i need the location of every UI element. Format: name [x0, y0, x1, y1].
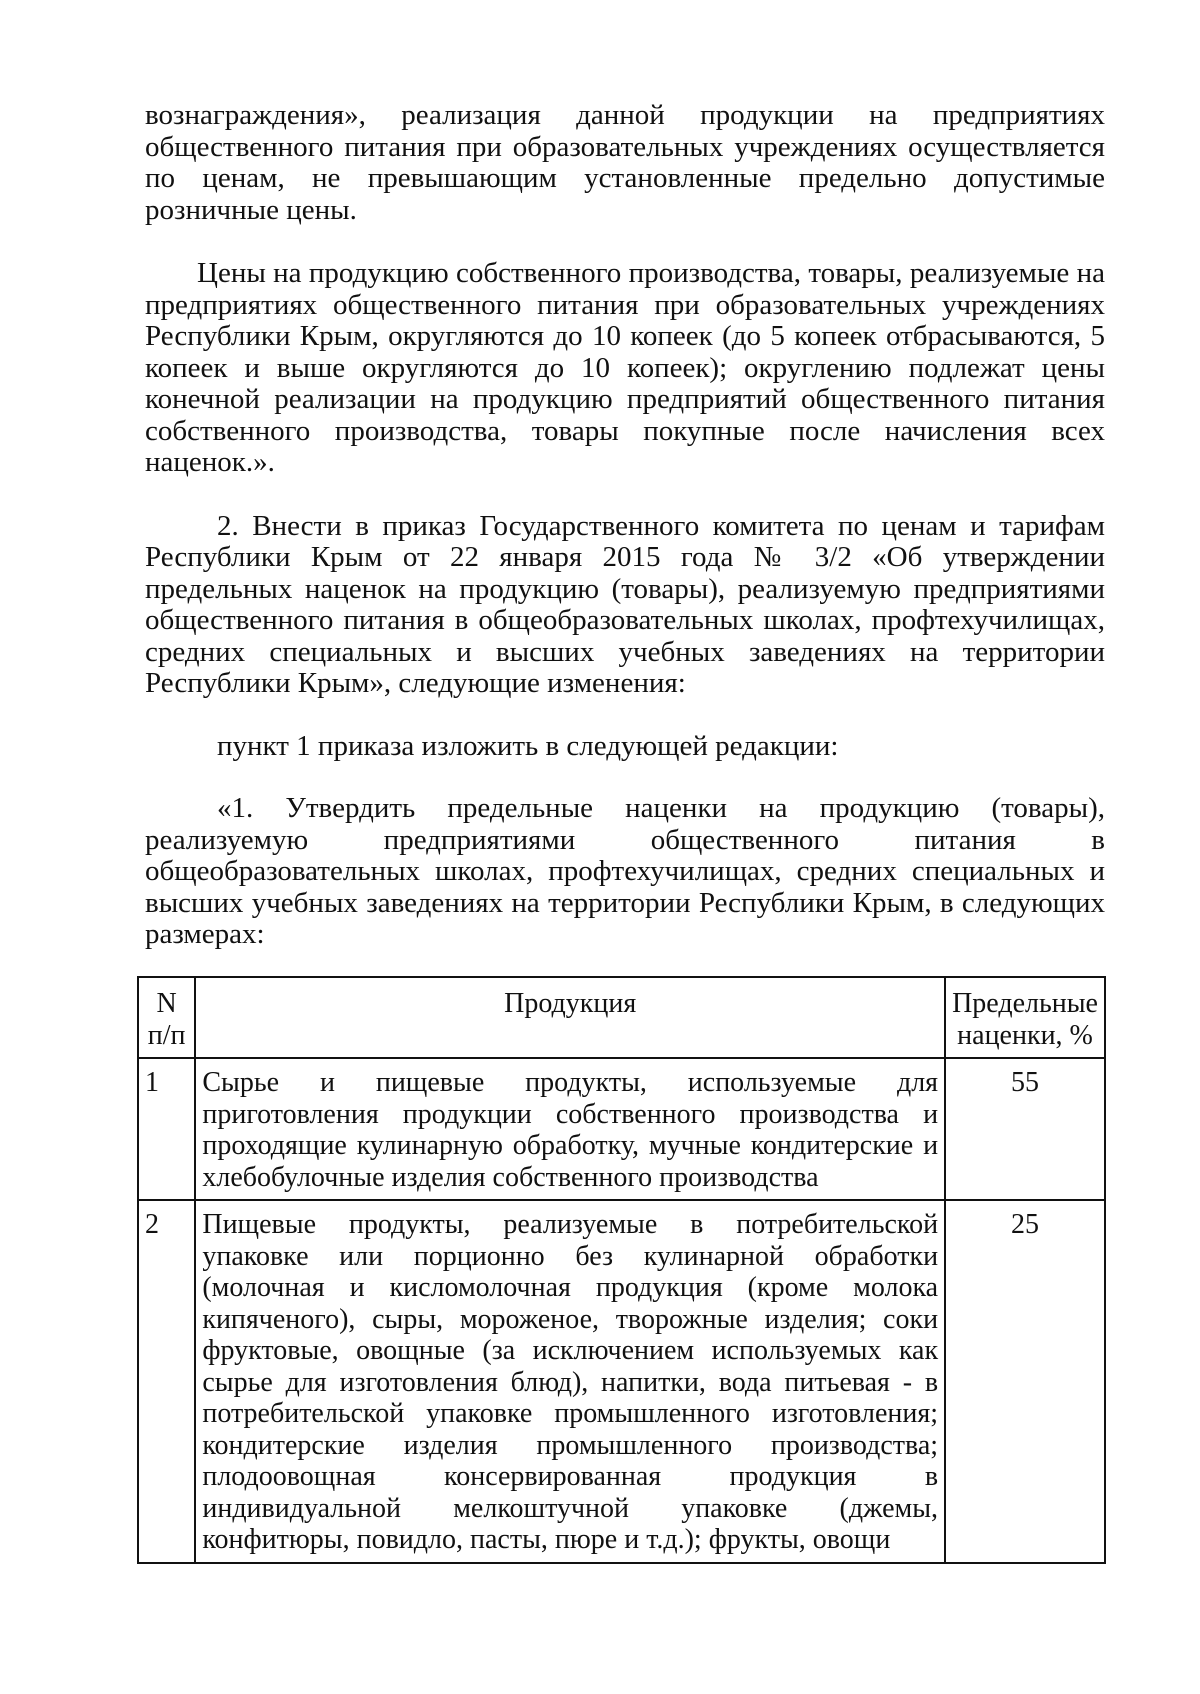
paragraph-approve-markups: «1. Утвердить предельные наценки на продукцию (товары), реализуемую предприятиями общественного питания в общеобразовательных школах, профтехучилищах, средних специальных и высших учебных заведениях на территории Республики Крым, в следующих размерах:	[145, 792, 1105, 950]
header-number: N п/п	[138, 977, 195, 1058]
paragraph-rounding: Цены на продукцию собственного производства, товары, реализуемые на предприятиях общественного питания при образовательных учреждениях Республики Крым, округляются до 10 копеек (до 5 копеек отбрасываются, 5 копеек и выше округляются до 10 копеек); округлению подлежат цены конечной реализации на продукцию предприятий общественного питания собственного производства, товары покупные после начисления всех наценок.».	[145, 257, 1105, 478]
row-number: 1	[138, 1058, 195, 1200]
document-body	[145, 100, 1105, 951]
paragraph-prices-continuation: вознаграждения», реализация данной продукции на предприятиях общественного питания при образовательных учреждениях осуществляется по ценам, не превышающим установленные предельно допустимые розничные цены.	[145, 99, 1105, 226]
table-header-row	[138, 977, 1105, 1058]
table-row	[138, 1200, 1105, 1563]
row-markup: 55	[945, 1058, 1105, 1200]
row-markup: 25	[945, 1200, 1105, 1563]
header-markup: Предельные наценки, %	[945, 977, 1105, 1058]
row-number: 2	[138, 1200, 195, 1563]
paragraph-item-wording: пункт 1 приказа изложить в следующей редакции:	[217, 729, 839, 762]
row-product: Сырье и пищевые продукты, используемые для приготовления продукции собственного производства и проходящие кулинарную обработку, мучные кондитерские и хлебобулочные изделия собственного производства	[195, 1058, 945, 1200]
markup-table	[137, 976, 1106, 1564]
row-product: Пищевые продукты, реализуемые в потребительской упаковке или порционно без кулинарной обработки (молочная и кисломолочная продукция (кроме молока кипяченого), сыры, мороженое, творожные изделия; соки фруктовые, овощные (за исключением используемых как сырье для изготовления блюд), напитки, вода питьевая - в потребительской упаковке промышленного изготовления; кондитерские изделия промышленного производства; плодоовощная консервированная продукция в индивидуальной мелкоштучной упаковке (джемы, конфитюры, повидло, пасты, пюре и т.д.); фрукты, овощи	[195, 1200, 945, 1563]
header-product: Продукция	[195, 977, 945, 1058]
table-row	[138, 1058, 1105, 1200]
paragraph-amendment: 2. Внести в приказ Государственного комитета по ценам и тарифам Республики Крым от 22 января 2015 года № 3/2 «Об утверждении предельных наценок на продукцию (товары), реализуемую предприятиями общественного питания в общеобразовательных школах, профтехучилищах, средних специальных и высших учебных заведениях на территории Республики Крым», следующие изменения:	[145, 509, 1105, 699]
